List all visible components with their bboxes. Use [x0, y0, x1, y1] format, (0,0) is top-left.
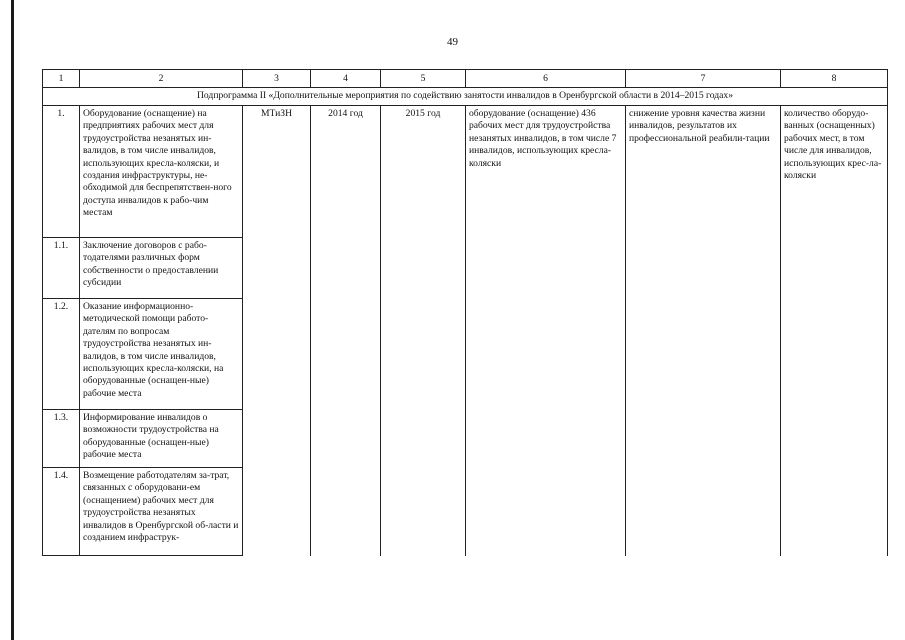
column-header: 3: [243, 70, 311, 88]
indicator-cell: количество оборудо-ванных (оснащенных) рабочих мест, в том числе для инвалидов, использующих крес-ла-коляски: [781, 106, 888, 556]
measure-name: Информирование инвалидов о возможности трудоустройства на оборудованные (оснащен-ные) рабочие места: [80, 410, 243, 468]
row-number: 1.4.: [43, 468, 80, 556]
measure-name: Заключение договоров с рабо-тодателями различных форм собственности о предоставлении субсидии: [80, 238, 243, 299]
column-header: 4: [311, 70, 381, 88]
measure-name: Оказание информационно-методической помощи работо-дателям по вопросам трудоустройства незанятых ин-валидов, в том числе инвалидов, использующих кресла-коляски, на оборудованные (оснащен-ные) рабочие места: [80, 299, 243, 410]
measure-name: Возмещение работодателям за-трат, связанных с оборудовани-ем (оснащением) рабочих мест для трудоустройства незанятых инвалидов в Оренбургской об-ласти и созданием инфраструк-: [80, 468, 243, 556]
column-header: 1: [43, 70, 80, 88]
page-number: 49: [447, 36, 458, 48]
executor-cell: МТиЗН: [243, 106, 311, 556]
column-header: 2: [80, 70, 243, 88]
row-number: 1.: [43, 106, 80, 238]
start-date-cell: 2014 год: [311, 106, 381, 556]
column-number-row: [43, 70, 888, 88]
column-header: 5: [381, 70, 466, 88]
row-number: 1.3.: [43, 410, 80, 468]
subprogram-row: [43, 88, 888, 106]
column-header: 8: [781, 70, 888, 88]
measures-table: [42, 69, 888, 556]
column-header: 7: [626, 70, 781, 88]
scan-edge-bar: [11, 0, 14, 640]
row-number: 1.2.: [43, 299, 80, 410]
consequence-cell: снижение уровня качества жизни инвалидов, результатов их профессиональной реабили-тации: [626, 106, 781, 556]
expected-result-cell: оборудование (оснащение) 436 рабочих мест для трудоустройства незанятых инвалидов, в том числе 7 инвалидов, использующих кресла-коляски: [466, 106, 626, 556]
table-row: [43, 106, 888, 238]
row-number: 1.1.: [43, 238, 80, 299]
measure-name: Оборудование (оснащение) на предприятиях рабочих мест для трудоустройства незанятых ин-валидов, в том числе инвалидов, использующих кресла-коляски, и создания инфраструктуры, не-обходимой для беспрепятствен-ного доступа инвалидов к рабо-чим местам: [80, 106, 243, 238]
column-header: 6: [466, 70, 626, 88]
subprogram-title: Подпрограмма II «Дополнительные мероприятия по содействию занятости инвалидов в Оренбургской области в 2014–2015 годах»: [43, 88, 888, 106]
end-date-cell: 2015 год: [381, 106, 466, 556]
